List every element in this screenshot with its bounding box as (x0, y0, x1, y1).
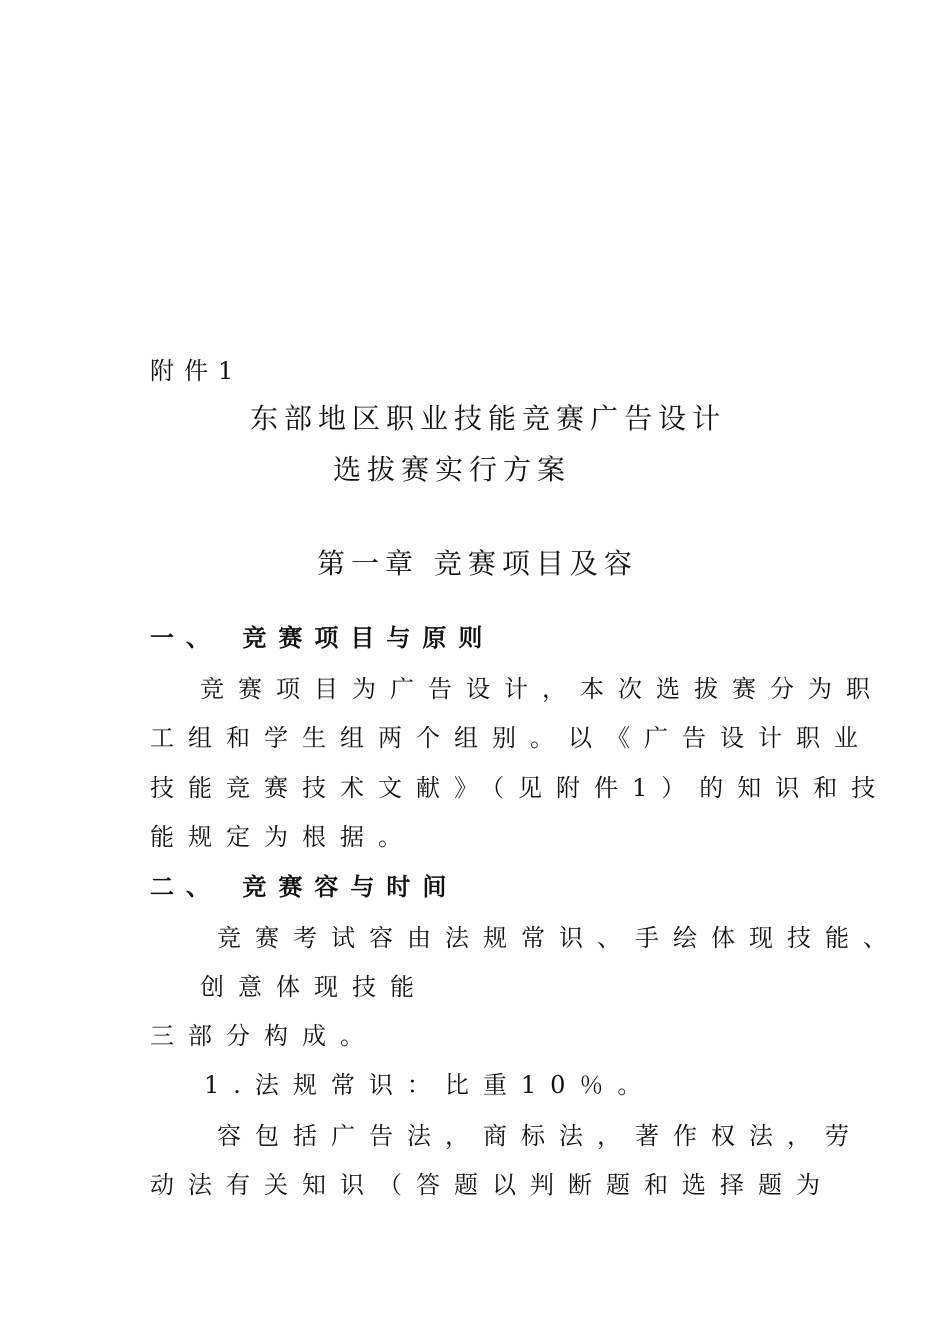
section-1-paragraph-line: 能规定为根据。 (150, 823, 416, 851)
section-1-paragraph-line: 竞赛项目为广告设计，本次选拔赛分为职 (200, 675, 884, 703)
section-2-paragraph-line: 创意体现技能 (200, 973, 428, 1001)
chapter-heading: 第一章 竞赛项目及容 (317, 547, 638, 580)
section-1-paragraph-line: 工组和学生组两个组别。以《广告设计职业 (150, 724, 872, 752)
document-title-line-1: 东部地区职业技能竞赛广告设计 (250, 402, 727, 435)
section-2-paragraph-line: 三部分构成。 (150, 1022, 378, 1050)
attachment-label: 附件1 (150, 357, 244, 385)
section-1-paragraph-line: 技能竞赛技术文献》（见附件1）的知识和技 (150, 774, 890, 802)
section-2-paragraph-line: 动法有关知识（答题以判断题和选择题为 (150, 1171, 834, 1199)
document-title-line-2: 选拔赛实行方案 (333, 453, 572, 486)
list-item-regulation-knowledge: 1.法规常识：比重10％。 (204, 1071, 656, 1099)
section-2-paragraph-line: 竞赛考试容由法规常识、手绘体现技能、 (217, 924, 901, 952)
section-2-paragraph-line: 容包括广告法，商标法，著作权法，劳 (217, 1122, 863, 1150)
section-1-heading: 一、 竞赛项目与原则 (150, 623, 495, 652)
section-2-heading: 二、 竞赛容与时间 (150, 872, 459, 901)
